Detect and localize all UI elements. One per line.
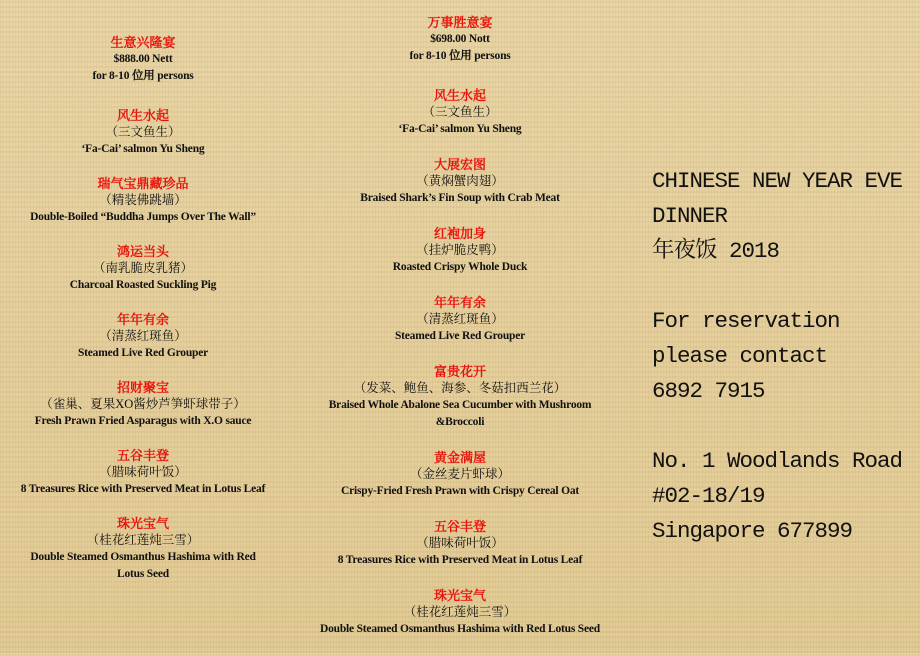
dish-chinese-desc: （桂花红莲炖三雪） xyxy=(403,605,517,619)
menu-header xyxy=(2,34,284,85)
dish-english-name: Charcoal Roasted Suckling Pig xyxy=(69,279,217,291)
dish-english-name: Roasted Crispy Whole Duck xyxy=(392,261,528,273)
dish-item xyxy=(2,243,284,294)
dish-chinese-desc: （腊味荷叶饭） xyxy=(416,536,504,550)
dish-chinese-name: 富贵花开 xyxy=(433,364,486,379)
dish-chinese-desc: （金丝麦片虾球） xyxy=(409,467,510,481)
dish-chinese-name: 瑞气宝鼎藏珍品 xyxy=(97,176,189,191)
dish-english-name: Braised Whole Abalone Sea Cucumber with Mushroom &Broccoli xyxy=(328,399,592,428)
dish-chinese-name: 年年有余 xyxy=(116,312,169,327)
dish-item xyxy=(2,447,284,498)
dish-english-name: Double-Boiled “Buddha Jumps Over The Wall” xyxy=(30,211,256,223)
dish-english-name: Steamed Live Red Grouper xyxy=(394,330,526,342)
menu-title: 生意兴隆宴 xyxy=(110,35,176,50)
dish-chinese-desc: （清蒸红斑鱼） xyxy=(99,329,187,343)
dish-chinese-desc: （挂炉脆皮鸭） xyxy=(416,243,504,257)
dish-chinese-desc: （三文鱼生） xyxy=(105,125,181,139)
event-title-line2: DINNER xyxy=(652,203,728,229)
menu-persons: for 8-10 位用 persons xyxy=(92,70,194,82)
reservation-line1: For reservation xyxy=(652,308,840,334)
dish-chinese-name: 年年有余 xyxy=(433,295,486,310)
dish-item xyxy=(305,363,615,431)
dish-chinese-name: 鸿运当头 xyxy=(116,244,169,259)
dish-chinese-desc: （腊味荷叶饭） xyxy=(99,465,187,479)
dish-chinese-name: 风生水起 xyxy=(116,108,169,123)
dish-chinese-desc: （雀巢、夏果XO酱炒芦笋虾球带子） xyxy=(40,397,246,411)
menu-left xyxy=(2,34,284,600)
reservation-line2: please contact xyxy=(652,343,828,369)
address-line2: #02-18/19 xyxy=(652,483,765,509)
dish-english-name: Steamed Live Red Grouper xyxy=(77,347,209,359)
dish-chinese-desc: （清蒸红斑鱼） xyxy=(416,312,504,326)
menu-price: $888.00 Nett xyxy=(113,53,173,65)
dish-item xyxy=(305,518,615,569)
dish-english-name: Crispy-Fried Fresh Prawn with Crispy Cereal Oat xyxy=(340,485,580,497)
menu-persons: for 8-10 位用 persons xyxy=(409,50,511,62)
dish-chinese-name: 五谷丰登 xyxy=(116,448,169,463)
info-panel xyxy=(652,164,918,549)
menu-title: 万事胜意宴 xyxy=(427,15,493,30)
dish-item xyxy=(2,175,284,226)
menu-price: $698.00 Nott xyxy=(430,33,490,45)
dish-chinese-desc: （桂花红莲炖三雪） xyxy=(86,533,200,547)
dish-item xyxy=(305,587,615,638)
menu-middle xyxy=(305,14,615,656)
dish-chinese-name: 珠光宝气 xyxy=(116,516,169,531)
dish-chinese-name: 大展宏图 xyxy=(433,157,486,172)
dish-item xyxy=(2,107,284,158)
phone-number: 6892 7915 xyxy=(652,378,765,404)
dish-english-name: ‘Fa-Cai’ salmon Yu Sheng xyxy=(398,123,522,135)
dish-english-name: 8 Treasures Rice with Preserved Meat in Lotus Leaf xyxy=(20,483,266,495)
dish-chinese-desc: （南乳脆皮乳猪） xyxy=(92,261,193,275)
dish-english-name: Double Steamed Osmanthus Hashima with Red Lotus Seed xyxy=(319,623,600,635)
dish-english-name: Fresh Prawn Fried Asparagus with X.O sauce xyxy=(34,415,252,427)
dish-chinese-desc: （发菜、鲍鱼、海参、冬菇扣西兰花） xyxy=(353,381,567,395)
dish-chinese-name: 招财聚宝 xyxy=(116,380,169,395)
address-line3: Singapore 677899 xyxy=(652,518,853,544)
event-title-line1: CHINESE NEW YEAR EVE xyxy=(652,168,903,194)
dish-item xyxy=(2,515,284,583)
dish-chinese-desc: （精装佛跳墙） xyxy=(99,193,187,207)
dish-english-name: Braised Shark’s Fin Soup with Crab Meat xyxy=(360,192,560,204)
dish-item xyxy=(305,87,615,138)
dish-chinese-name: 黄金满屋 xyxy=(433,450,486,465)
address-line1: No. 1 Woodlands Road xyxy=(652,448,903,474)
event-title-line3: 年夜饭 2018 xyxy=(652,238,780,264)
spacer xyxy=(652,409,918,444)
dish-chinese-desc: （黄焖蟹肉翅） xyxy=(416,174,504,188)
dish-chinese-desc: （三文鱼生） xyxy=(422,105,498,119)
dish-item xyxy=(2,311,284,362)
dish-item xyxy=(305,156,615,207)
dish-item xyxy=(2,379,284,430)
dish-chinese-name: 五谷丰登 xyxy=(433,519,486,534)
menu-header xyxy=(305,14,615,65)
dish-chinese-name: 风生水起 xyxy=(433,88,486,103)
dish-item xyxy=(305,294,615,345)
dish-item xyxy=(305,449,615,500)
dish-chinese-name: 珠光宝气 xyxy=(433,588,486,603)
dish-chinese-name: 红袍加身 xyxy=(433,226,486,241)
dish-english-name: ‘Fa-Cai’ salmon Yu Sheng xyxy=(81,143,205,155)
dish-english-name: 8 Treasures Rice with Preserved Meat in Lotus Leaf xyxy=(337,554,583,566)
dish-item xyxy=(305,225,615,276)
spacer xyxy=(652,269,918,304)
dish-english-name: Double Steamed Osmanthus Hashima with Red Lotus Seed xyxy=(30,551,256,580)
